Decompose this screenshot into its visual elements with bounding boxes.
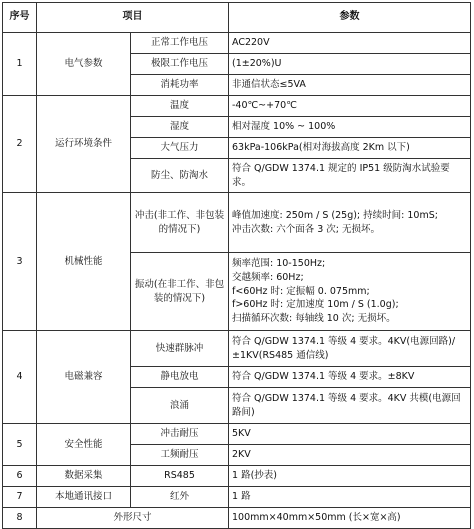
subitem-cell: 快速群脉冲 <box>131 331 229 367</box>
param-cell: 符合 Q/GDW 1374.1 等级 4 要求。4KV 共模(电源回路间) <box>229 388 471 424</box>
category-cell: 安全性能 <box>37 424 131 466</box>
table-header-row <box>3 3 471 33</box>
subitem-cell: 温度 <box>131 96 229 117</box>
subitem-cell: 静电放电 <box>131 367 229 388</box>
row-number: 8 <box>3 508 37 529</box>
category-cell: 电气参数 <box>37 33 131 96</box>
row-number: 4 <box>3 331 37 424</box>
category-cell: 机械性能 <box>37 193 131 331</box>
subitem-cell: RS485 <box>131 466 229 487</box>
param-line: f<60Hz 时: 定振幅 0. 075mm; <box>232 285 370 297</box>
table-row <box>3 508 471 529</box>
row-number: 5 <box>3 424 37 466</box>
subitem-cell: 大气压力 <box>131 138 229 159</box>
param-line: 扫描循环次数: 每轴线 10 次; 无损坏。 <box>232 313 396 325</box>
param-line: 峰值加速度: 250m / S (25g); 持续时间: 10mS; <box>232 209 438 221</box>
subitem-cell: 湿度 <box>131 117 229 138</box>
subitem-cell: 红外 <box>131 487 229 508</box>
category-cell: 本地通讯接口 <box>37 487 131 508</box>
param-cell: 符合 Q/GDW 1374.1 等级 4 要求。±8KV <box>229 367 471 388</box>
param-cell: -40℃~+70℃ <box>229 96 471 117</box>
subitem-cell: 浪涌 <box>131 388 229 424</box>
row-number: 1 <box>3 33 37 96</box>
param-cell <box>229 253 471 331</box>
subitem-cell: 冲击耐压 <box>131 424 229 445</box>
param-cell: 100mm×40mm×50mm (长×宽×高) <box>229 508 471 529</box>
param-line: f>60Hz 时: 定加速度 10m / S (1.0g); <box>232 299 399 311</box>
table-row <box>3 424 471 445</box>
table-row <box>3 193 471 253</box>
table-row <box>3 487 471 508</box>
param-cell: 2KV <box>229 445 471 466</box>
header-item: 项目 <box>37 3 229 33</box>
table-row <box>3 96 471 117</box>
param-cell <box>229 193 471 253</box>
row-number: 6 <box>3 466 37 487</box>
header-param: 参数 <box>229 3 471 33</box>
subitem-cell: 振动(在非工作、非包装的情况下) <box>131 253 229 331</box>
param-cell: 符合 Q/GDW 1374.1 规定的 IP51 级防淘水试验要求。 <box>229 159 471 193</box>
table-row <box>3 466 471 487</box>
category-cell: 运行环境条件 <box>37 96 131 193</box>
row-number: 3 <box>3 193 37 331</box>
param-cell: 63kPa-106kPa(相对海拔高度 2Km 以下) <box>229 138 471 159</box>
subitem-cell: 冲击(非工作、非包装的情况下) <box>131 193 229 253</box>
header-no: 序号 <box>3 3 37 33</box>
param-cell: 非通信状态≤5VA <box>229 75 471 96</box>
param-cell: AC220V <box>229 33 471 54</box>
param-line: 频率范围: 10-150Hz; <box>232 258 326 270</box>
param-line: 冲击次数: 六个面各 3 次; 无损坏。 <box>232 223 381 235</box>
subitem-cell: 消耗功率 <box>131 75 229 96</box>
param-cell: 符合 Q/GDW 1374.1 等级 4 要求。4KV(电源回路)/±1KV(RS485 通信线) <box>229 331 471 367</box>
category-cell: 数据采集 <box>37 466 131 487</box>
row-number: 7 <box>3 487 37 508</box>
param-cell: (1±20%)U <box>229 54 471 75</box>
subitem-cell: 正常工作电压 <box>131 33 229 54</box>
param-cell: 1 路(抄表) <box>229 466 471 487</box>
spec-table <box>2 2 471 529</box>
table-row <box>3 331 471 367</box>
param-line: 交越频率: 60Hz; <box>232 271 304 283</box>
subitem-cell: 极限工作电压 <box>131 54 229 75</box>
subitem-cell: 工频耐压 <box>131 445 229 466</box>
param-cell: 1 路 <box>229 487 471 508</box>
subitem-cell: 防尘、防淘水 <box>131 159 229 193</box>
row-number: 2 <box>3 96 37 193</box>
table-row <box>3 33 471 54</box>
category-cell: 外形尺寸 <box>37 508 229 529</box>
category-cell: 电磁兼容 <box>37 331 131 424</box>
param-cell: 相对湿度 10% ~ 100% <box>229 117 471 138</box>
param-cell: 5KV <box>229 424 471 445</box>
